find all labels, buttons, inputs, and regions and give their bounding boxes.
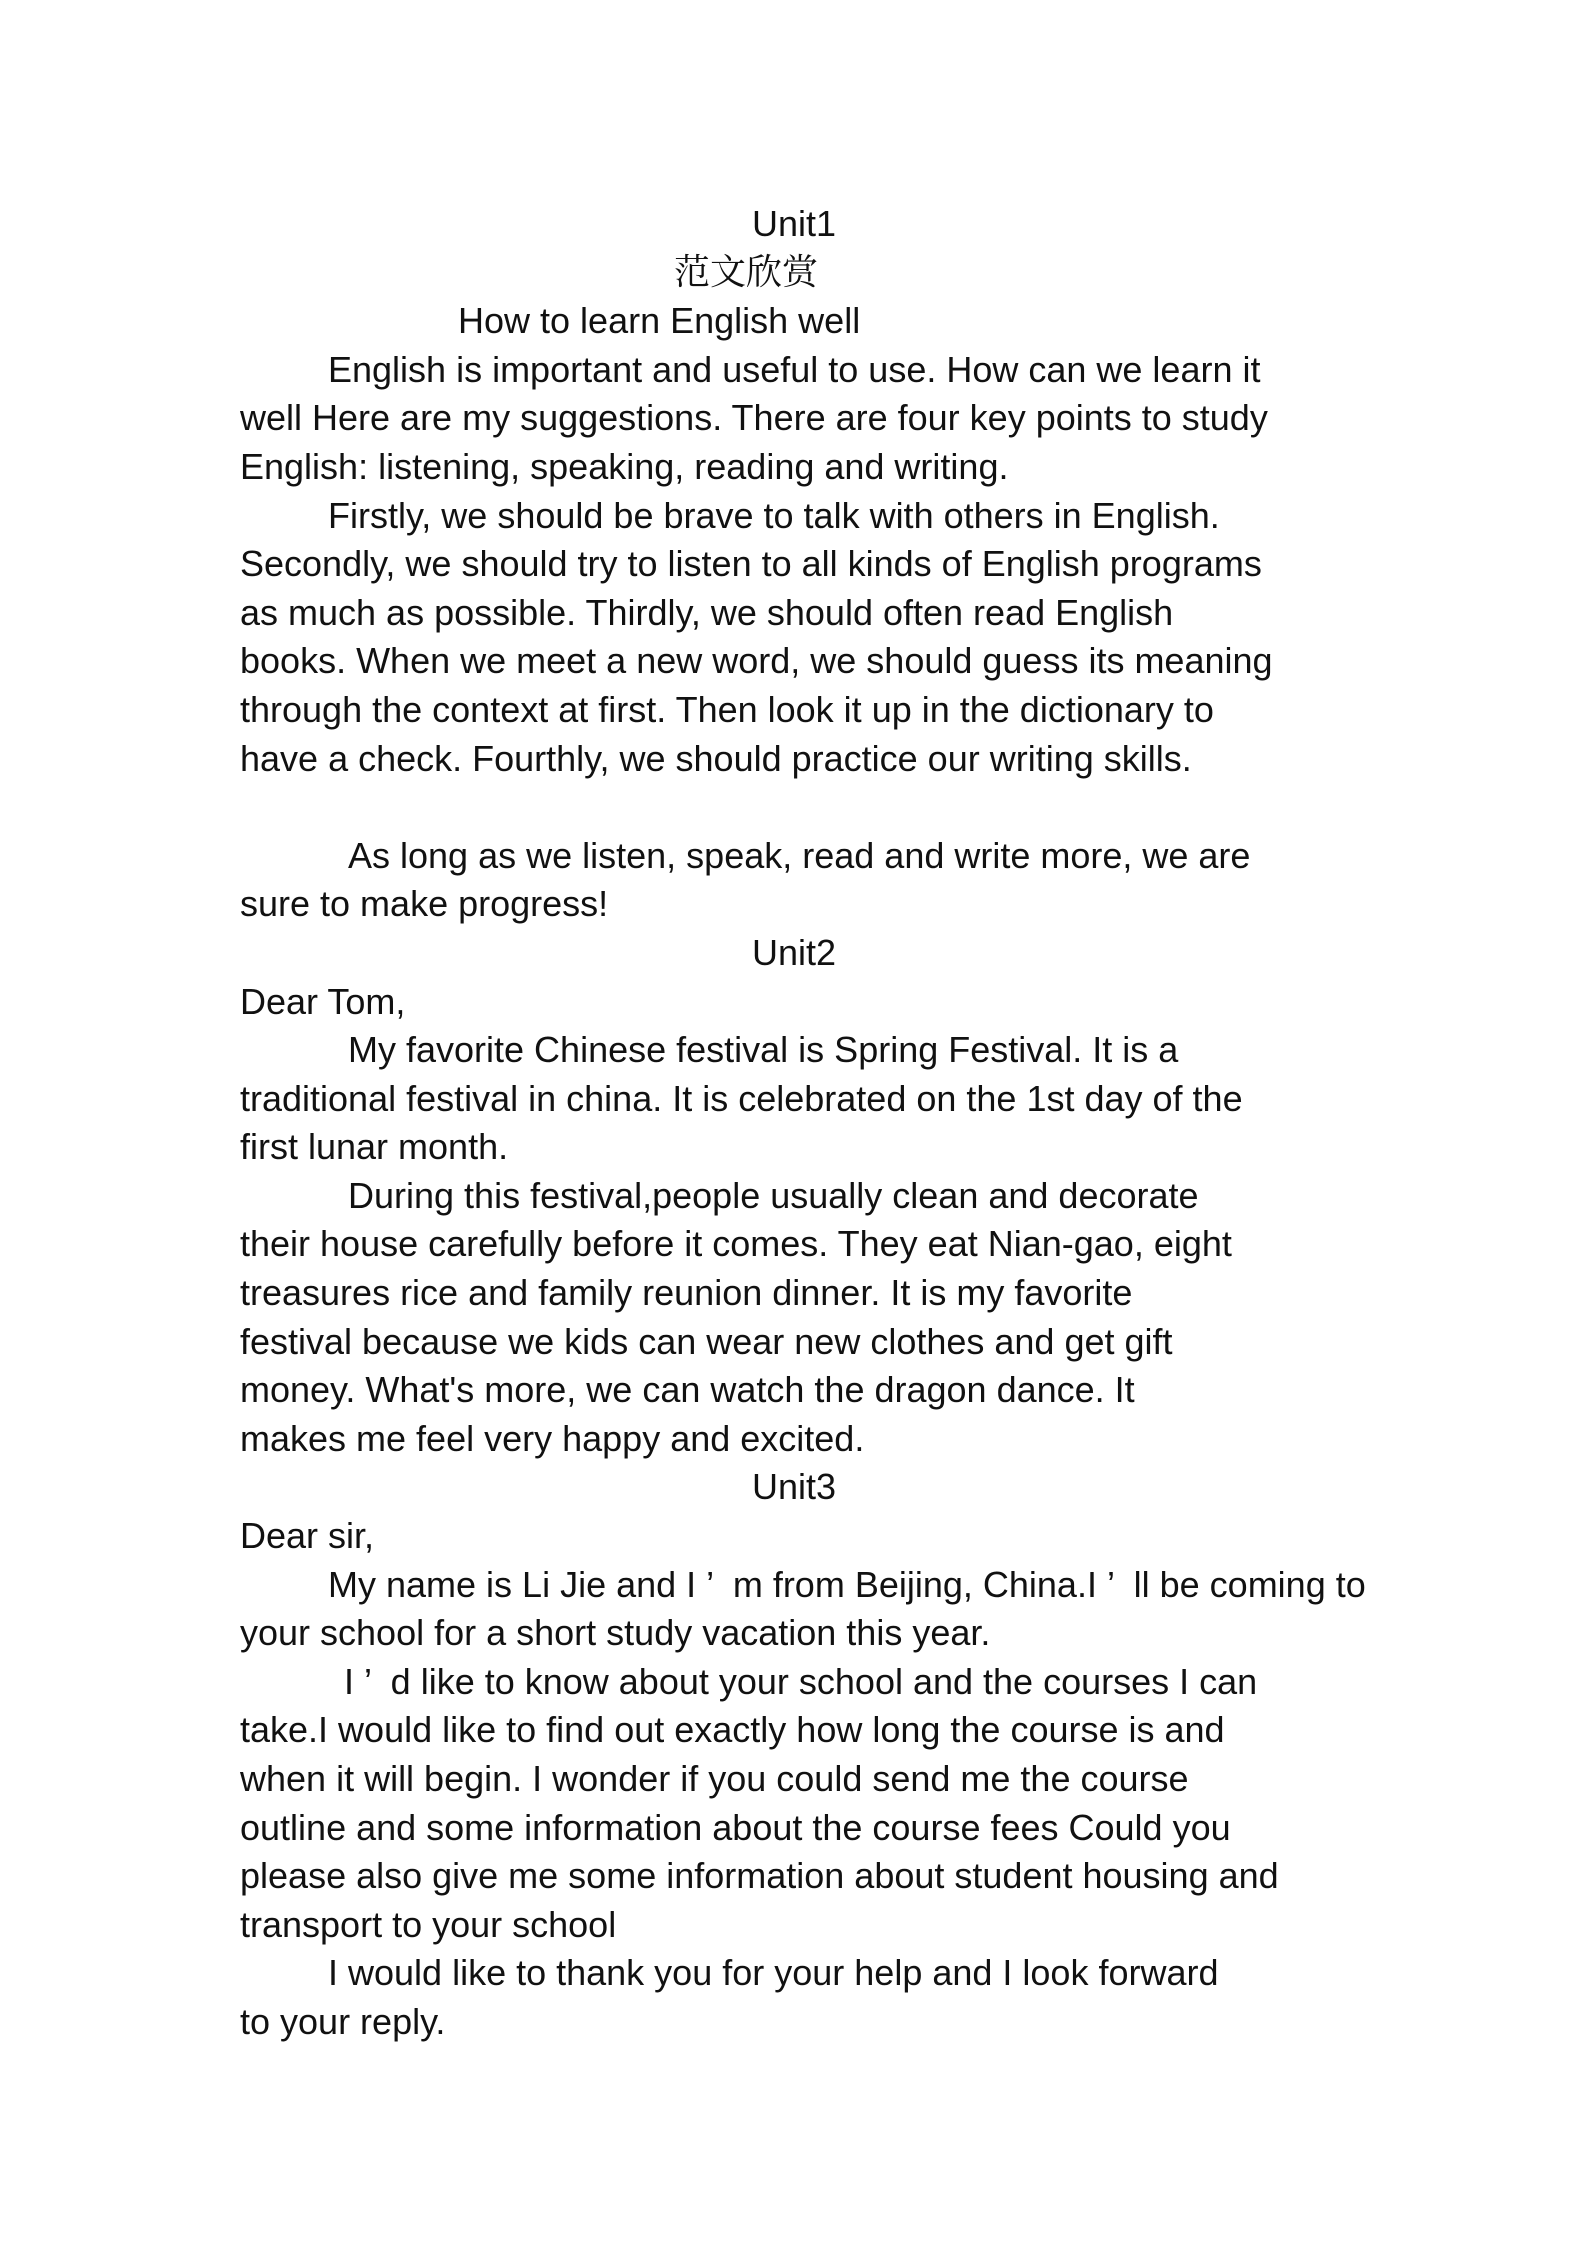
unit1-p2-line3: as much as possible. Thirdly, we should often read English <box>240 591 1174 633</box>
unit1-p1-line3: English: listening, speaking, reading and writing. <box>240 445 1009 487</box>
unit2-p1-line1: My favorite Chinese festival is Spring Festival. It is a <box>348 1029 1179 1071</box>
unit3-p3-line2: to your reply. <box>240 2000 446 2042</box>
unit2-p1-line3: first lunar month. <box>240 1126 509 1168</box>
unit3-p1-line1: My name is Li Jie and I ’ m from Beijing, China.I ’ ll be coming to <box>328 1563 1366 1605</box>
unit1-subheading: 范文欣赏 <box>674 251 819 293</box>
unit1-p1-line2: well Here are my suggestions. There are four key points to study <box>240 397 1268 439</box>
unit2-salutation: Dear Tom, <box>240 980 406 1022</box>
unit2-p2-line2: their house carefully before it comes. They eat Nian-gao, eight <box>240 1223 1232 1265</box>
unit2-p2-line3: treasures rice and family reunion dinner. It is my favorite <box>240 1272 1133 1314</box>
document-page <box>240 200 1540 2047</box>
unit2-p2-line5: money. What's more, we can watch the dragon dance. It <box>240 1369 1135 1411</box>
unit2-p1-line2: traditional festival in china. It is celebrated on the 1st day of the <box>240 1077 1243 1119</box>
unit1-p3-line1: As long as we listen, speak, read and write more, we are <box>348 834 1251 876</box>
blank-line <box>240 783 1540 832</box>
unit1-p3-line2: sure to make progress! <box>240 883 609 925</box>
unit2-p2-line6: makes me feel very happy and excited. <box>240 1417 865 1459</box>
essay-title: How to learn English well <box>458 300 861 342</box>
unit3-heading: Unit3 <box>752 1466 837 1508</box>
unit1-p2-line1: Firstly, we should be brave to talk with others in English. <box>328 494 1220 536</box>
unit3-p3-line1: I would like to thank you for your help and I look forward <box>328 1952 1219 1994</box>
unit3-p2-line3: when it will begin. I wonder if you could send me the course <box>240 1758 1189 1799</box>
unit1-p2-line6: have a check. Fourthly, we should practice our writing skills. <box>240 737 1192 779</box>
unit2-p2-line4: festival because we kids can wear new clothes and get gift <box>240 1320 1173 1362</box>
unit2-p2-line1: During this festival,people usually clean and decorate <box>348 1174 1199 1216</box>
unit3-p1-line2: your school for a short study vacation this year. <box>240 1612 991 1654</box>
unit1-heading: Unit1 <box>752 203 837 244</box>
unit2-heading: Unit2 <box>752 931 837 973</box>
unit3-p2-line2: take.I would like to find out exactly how long the course is and <box>240 1709 1225 1751</box>
unit3-p2-line5: please also give me some information about student housing and <box>240 1855 1279 1897</box>
unit3-p2-line1: I ’ d like to know about your school and the courses I can <box>344 1660 1258 1702</box>
unit1-p2-line4: books. When we meet a new word, we should guess its meaning <box>240 640 1273 682</box>
unit3-salutation: Dear sir, <box>240 1515 375 1557</box>
unit3-p2-line6: transport to your school <box>240 1903 617 1945</box>
unit3-p2-line4: outline and some information about the course fees Could you <box>240 1806 1231 1848</box>
unit1-p2-line5: through the context at first. Then look it up in the dictionary to <box>240 688 1214 730</box>
unit1-p2-line2: Secondly, we should try to listen to all kinds of English programs <box>240 543 1262 585</box>
unit1-p1-line1: English is important and useful to use. How can we learn it <box>328 348 1261 390</box>
